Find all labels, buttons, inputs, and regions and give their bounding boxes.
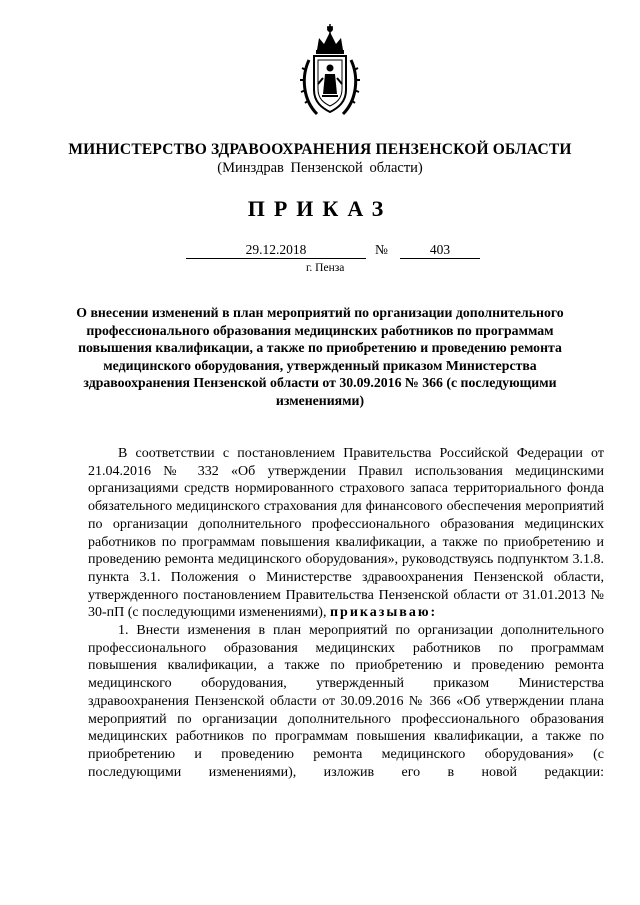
number-sign: № — [375, 242, 388, 257]
ministry-name: МИНИСТЕРСТВО ЗДРАВООХРАНЕНИЯ ПЕНЗЕНСКОЙ ОБЛАСТИ — [68, 141, 572, 158]
order-date: 29.12.2018 — [186, 242, 366, 259]
order-body — [88, 445, 604, 781]
city-label: г. Пенза — [306, 262, 345, 274]
document-type-heading: ПРИКАЗ — [247, 196, 393, 221]
order-number: 403 — [400, 242, 480, 259]
ministry-short-name: (Минздрав Пензенской области) — [217, 160, 423, 176]
order-word: приказываю: — [329, 605, 438, 621]
coat-of-arms-emblem — [299, 22, 361, 120]
item-1-paragraph: 1. Внести изменения в план мероприятий по организации дополнительного профессионального образования медицинских работников по программам повышения квалификации, а также по приобретению и проведению ремонта медицинского оборудования, утвержденный приказом Министерства здравоохранения Пензенской области от 30.09.2016 № 366 «Об утверждении плана мероприятий по организации дополнительного профессионального образования медицинских работников по программам повышения квалификации, а также по приобретению и проведению ремонта медицинского оборудования» (с последующими изменениями), изложив его в новой редакции: — [88, 623, 604, 780]
preamble-paragraph — [88, 445, 604, 622]
preamble-text: В соответствии с постановлением Правительства Российской Федерации от 21.04.2016 № 332 «Об утверждении Правил использования медицинскими организациями средств нормированного страхового запаса территориального фонда обязательного медицинского страхования для финансового обеспечения мероприятий по организации дополнительного профессионального образования медицинских работников по программам повышения квалификации, а также по приобретению и проведению ремонта медицинского оборудования», руководствуясь подпунктом 3.1.8. пункта 3.1. Положения о Министерстве здравоохранения Пензенской области, утвержденного постановлением Правительства Пензенской области от 31.01.2013 № 30-пП (с последующими изменениями), — [88, 446, 604, 621]
order-title: О внесении изменений в план мероприятий по организации дополнительного профессионального образования медицинских работников по программам повышения квалификации, а также по приобретению и проведению ремонта медицинского оборудования, утвержденный приказом Министерства здравоохранения Пензенской области от 30.09.2016 № 366 (с последующими изменениями) — [76, 305, 564, 408]
